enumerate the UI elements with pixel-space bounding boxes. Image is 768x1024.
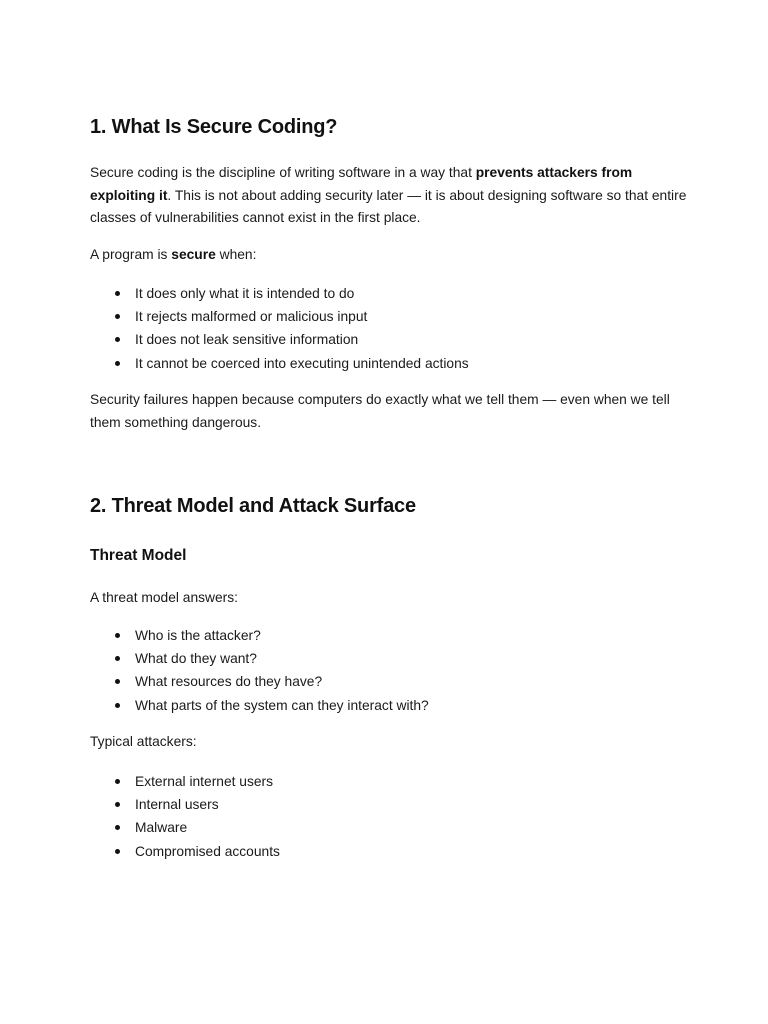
section-heading: 2. Threat Model and Attack Surface [90,495,416,517]
subsection-heading: Threat Model [90,547,187,564]
secure-conditions-list [90,282,469,375]
intro-text: Secure coding is the discipline of writing software in a way that [90,165,476,180]
list-item: What resources do they have? [90,670,429,693]
secure-line-text: A program is [90,247,172,262]
attackers-intro: Typical attackers: [90,734,197,749]
intro-bold-text: prevents attackers from exploiting it [90,165,633,203]
intro-paragraph [90,162,690,230]
list-item: Internal users [90,793,280,816]
secure-line-suffix: when: [215,247,257,262]
list-item: Who is the attacker? [90,624,429,647]
threat-questions-list [90,624,429,717]
list-item: It does not leak sensitive information [90,328,469,351]
closing-paragraph: Security failures happen because computers do exactly what we tell them — even when we tell them something dangerous. [90,392,670,430]
list-item: It does only what it is intended to do [90,282,469,305]
list-item: What parts of the system can they interact with? [90,694,429,717]
attackers-list [90,770,280,863]
list-item: It cannot be coerced into executing unintended actions [90,352,469,375]
list-item: Malware [90,816,280,839]
intro-text-continued: . This is not about adding security later — it is about designing software so that entire classes of vulnerabilities cannot exist in the first place. [90,187,687,225]
list-item: Compromised accounts [90,840,280,863]
threat-model-intro: A threat model answers: [90,590,239,605]
secure-bold-word: secure [171,247,216,262]
secure-definition-line [90,244,256,267]
list-item: What do they want? [90,647,429,670]
list-item: It rejects malformed or malicious input [90,305,469,328]
section-heading: 1. What Is Secure Coding? [90,116,338,138]
list-item: External internet users [90,770,280,793]
